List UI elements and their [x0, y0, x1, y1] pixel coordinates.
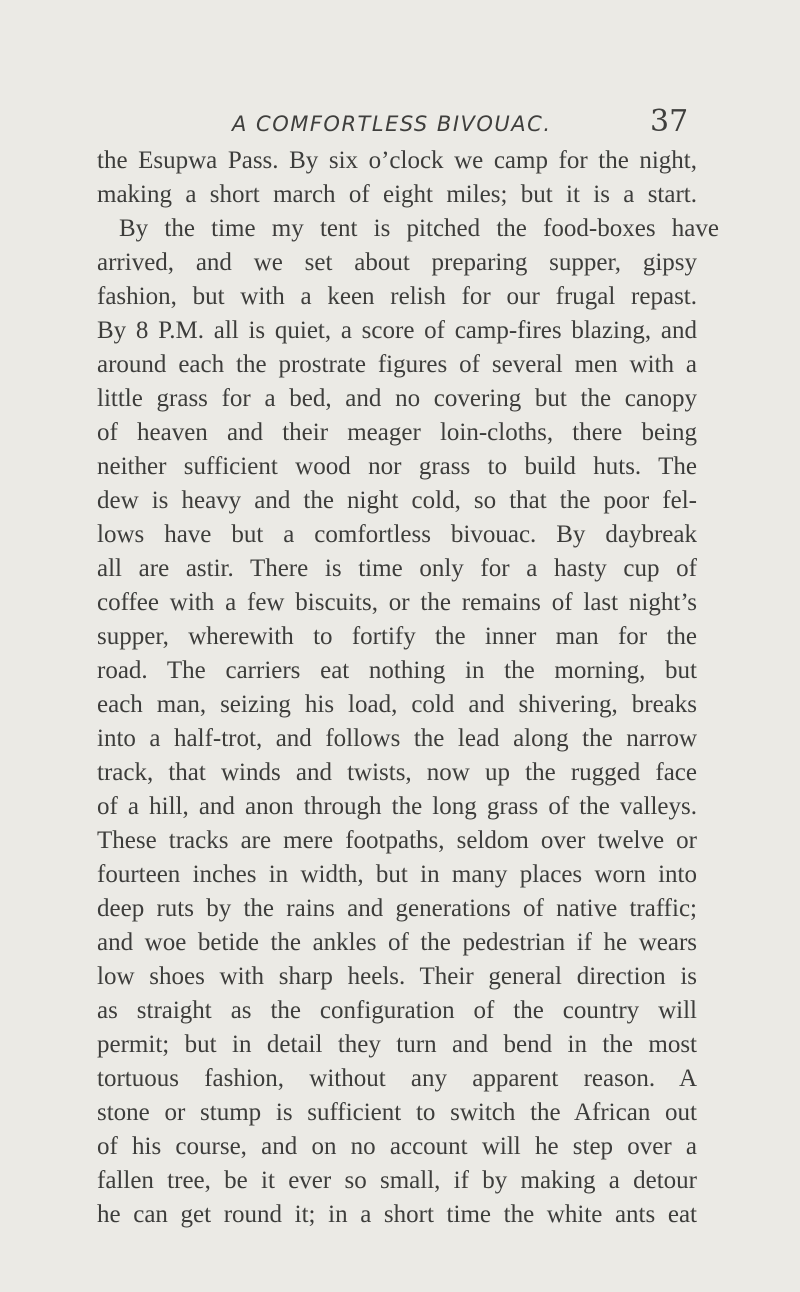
text-line: tortuous fashion, without any apparent reason. A: [97, 1065, 697, 1092]
text-line: into a half-trot, and follows the lead along the narrow: [97, 725, 697, 752]
text-line: fashion, but with a keen relish for our frugal repast.: [97, 283, 697, 310]
text-line: little grass for a bed, and no covering but the canopy: [97, 385, 697, 412]
text-line: These tracks are mere footpaths, seldom over twelve or: [97, 827, 697, 854]
text-line: the Esupwa Pass. By six o’clock we camp for the night,: [97, 147, 697, 174]
text-line: of heaven and their meager loin-cloths, there being: [97, 419, 697, 446]
text-line: deep ruts by the rains and generations of native traffic;: [97, 895, 697, 922]
text-line: and woe betide the ankles of the pedestrian if he wears: [97, 929, 697, 956]
text-line: By the time my tent is pitched the food-boxes have: [119, 215, 719, 242]
text-line: arrived, and we set about preparing supper, gipsy: [97, 249, 697, 276]
page-number: 37: [650, 104, 689, 139]
text-line: he can get round it; in a short time the white ants eat: [97, 1201, 697, 1228]
text-line: road. The carriers eat nothing in the morning, but: [97, 657, 697, 684]
text-line: all are astir. There is time only for a hasty cup of: [97, 555, 697, 582]
text-line: around each the prostrate figures of several men with a: [97, 351, 697, 378]
text-line: of his course, and on no account will he step over a: [97, 1133, 697, 1160]
running-head: [0, 102, 800, 142]
text-line: as straight as the configuration of the country will: [97, 997, 697, 1024]
text-line: supper, wherewith to fortify the inner man for the: [97, 623, 697, 650]
text-line: fallen tree, be it ever so small, if by making a detour: [97, 1167, 697, 1194]
text-line: of a hill, and anon through the long grass of the valleys.: [97, 793, 697, 820]
running-title: A COMFORTLESS BIVOUAC.: [232, 112, 552, 136]
text-line: low shoes with sharp heels. Their general direction is: [97, 963, 697, 990]
text-line: track, that winds and twists, now up the rugged face: [97, 759, 697, 786]
text-line: each man, seizing his load, cold and shivering, breaks: [97, 691, 697, 718]
text-line: stone or stump is sufficient to switch the African out: [97, 1099, 697, 1126]
text-line: neither sufficient wood nor grass to build huts. The: [97, 453, 697, 480]
text-line: lows have but a comfortless bivouac. By daybreak: [97, 521, 697, 548]
text-line: making a short march of eight miles; but it is a start.: [97, 181, 697, 208]
text-line: fourteen inches in width, but in many places worn into: [97, 861, 697, 888]
text-line: dew is heavy and the night cold, so that the poor fel-: [97, 487, 697, 514]
text-line: By 8 P.M. all is quiet, a score of camp-fires blazing, and: [97, 317, 697, 344]
text-line: coffee with a few biscuits, or the remains of last night’s: [97, 589, 697, 616]
text-line: permit; but in detail they turn and bend in the most: [97, 1031, 697, 1058]
